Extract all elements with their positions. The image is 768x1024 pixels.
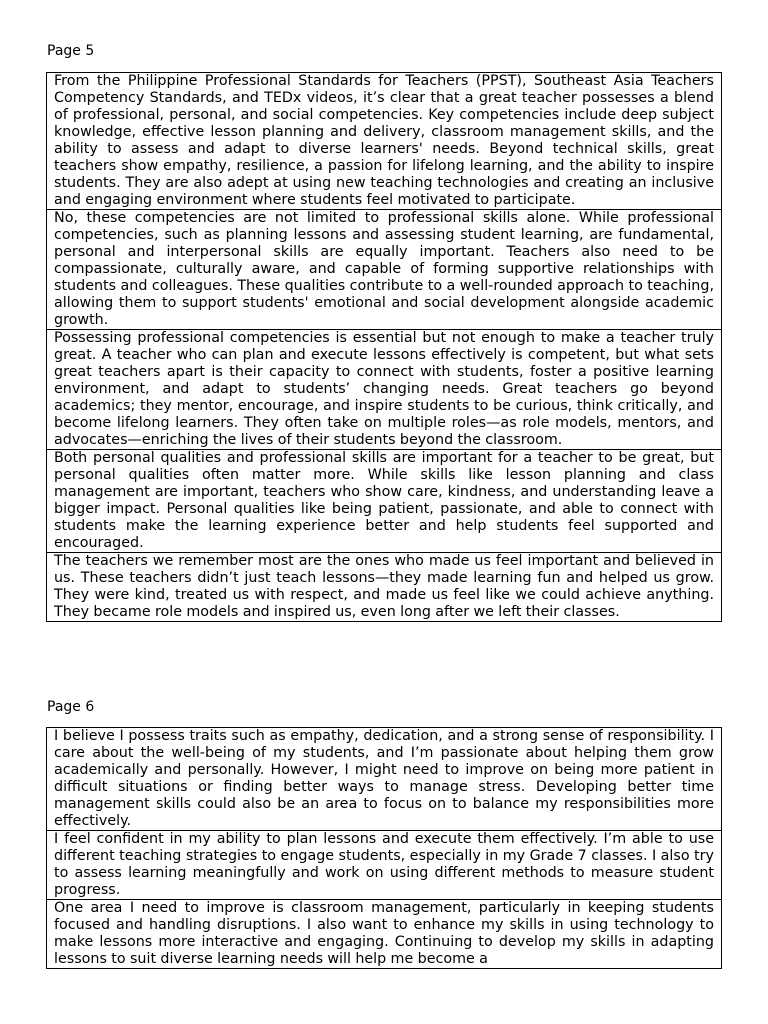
table-row: [47, 831, 722, 900]
answer-table: [46, 727, 722, 969]
answer-cell: From the Philippine Professional Standards for Teachers (PPST), Southeast Asia Teachers Competency Standards, and TEDx videos, it’s clear that a great teacher possesses a blend of professional, personal, and social competencies. Key competencies include deep subject knowledge, effective lesson planning and delivery, classroom management skills, and the ability to assess and adapt to diverse learners' needs. Beyond technical skills, great teachers show empathy, resilience, a passion for lifelong learning, and the ability to inspire students. They are also adept at using new teaching technologies and creating an inclusive and engaging environment where students feel motivated to participate.: [47, 73, 722, 210]
answer-table: [46, 72, 722, 622]
table-row: [47, 210, 722, 330]
page-label: Page 5: [47, 43, 95, 59]
answer-cell: Both personal qualities and professional skills are important for a teacher to be great, but personal qualities often matter more. While skills like lesson planning and class management are important, teachers who show care, kindness, and understanding leave a bigger impact. Personal qualities like being patient, passionate, and able to connect with students make the learning experience better and help students feel supported and encouraged.: [47, 450, 722, 553]
table-row: [47, 728, 722, 831]
table-row: [47, 330, 722, 450]
answer-cell: Possessing professional competencies is essential but not enough to make a teacher truly great. A teacher who can plan and execute lessons effectively is competent, but what sets great teachers apart is their capacity to connect with students, foster a positive learning environment, and adapt to students’ changing needs. Great teachers go beyond academics; they mentor, encourage, and inspire students to be curious, think critically, and become lifelong learners. They often take on multiple roles—as role models, mentors, and advocates—enriching the lives of their students beyond the classroom.: [47, 330, 722, 450]
table-row: [47, 900, 722, 969]
answer-cell: I feel confident in my ability to plan lessons and execute them effectively. I’m able to use different teaching strategies to engage students, especially in my Grade 7 classes. I also try to assess learning meaningfully and work on using different methods to measure student progress.: [47, 831, 722, 900]
table-row: [47, 73, 722, 210]
table-row: [47, 450, 722, 553]
answer-cell: The teachers we remember most are the ones who made us feel important and believed in us. These teachers didn’t just teach lessons—they made learning fun and helped us grow. They were kind, treated us with respect, and made us feel like we could achieve anything. They became role models and inspired us, even long after we left their classes.: [47, 553, 722, 622]
answer-cell: No, these competencies are not limited to professional skills alone. While professional competencies, such as planning lessons and assessing student learning, are fundamental, personal and interpersonal skills are equally important. Teachers also need to be compassionate, culturally aware, and capable of forming supportive relationships with students and colleagues. These qualities contribute to a well-rounded approach to teaching, allowing them to support students' emotional and social development alongside academic growth.: [47, 210, 722, 330]
page-label: Page 6: [47, 699, 95, 715]
table-row: [47, 553, 722, 622]
answer-cell: One area I need to improve is classroom management, particularly in keeping students focused and handling disruptions. I also want to enhance my skills in using technology to make lessons more interactive and engaging. Continuing to develop my skills in adapting lessons to suit diverse learning needs will help me become a: [47, 900, 722, 969]
answer-cell: I believe I possess traits such as empathy, dedication, and a strong sense of responsibility. I care about the well-being of my students, and I’m passionate about helping them grow academically and personally. However, I might need to improve on being more patient in difficult situations or finding better ways to manage stress. Developing better time management skills could also be an area to focus on to balance my responsibilities more effectively.: [47, 728, 722, 831]
